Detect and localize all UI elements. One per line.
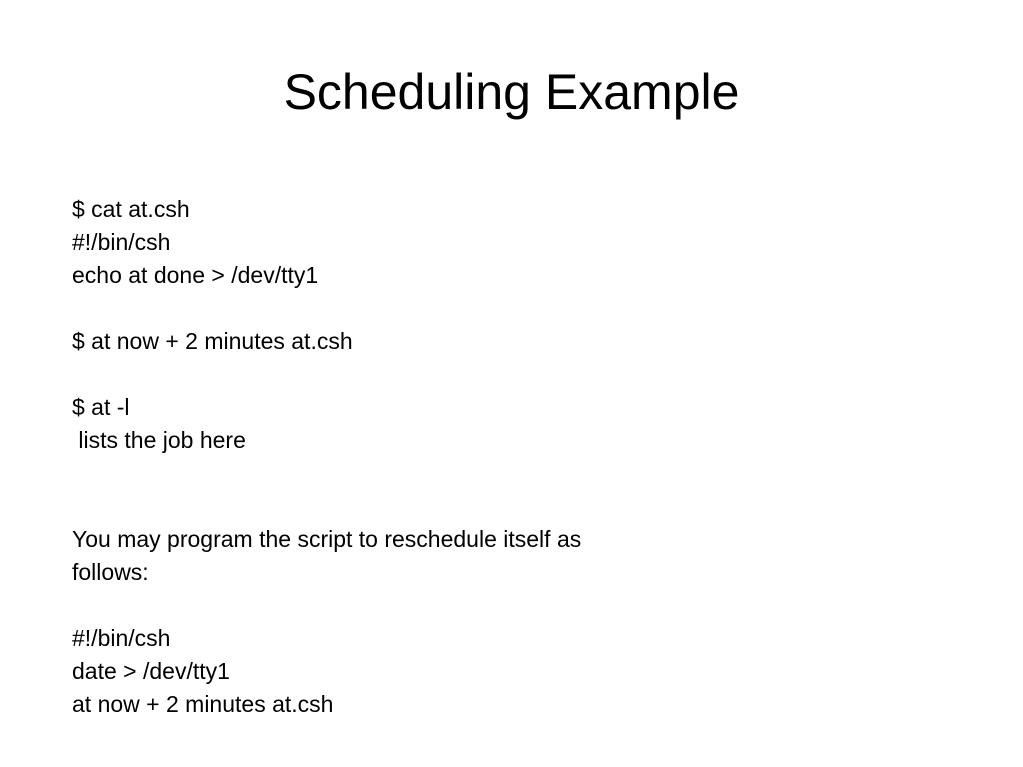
- body-line: date > /dev/tty1: [72, 658, 230, 684]
- body-line: $ at now + 2 minutes at.csh: [72, 328, 353, 354]
- blank-line: [72, 589, 772, 622]
- body-line: follows:: [72, 559, 149, 585]
- body-line: #!/bin/csh: [72, 229, 171, 255]
- body-line: #!/bin/csh: [72, 625, 171, 651]
- blank-line: [72, 292, 772, 325]
- blank-line: [72, 358, 772, 391]
- slide-title: Scheduling Example: [283, 64, 740, 120]
- body-line: $ cat at.csh: [72, 196, 190, 222]
- body-line: echo at done > /dev/tty1: [72, 262, 319, 288]
- body-line: at now + 2 minutes at.csh: [72, 691, 334, 717]
- slide-body: [72, 193, 772, 721]
- body-line: lists the job here: [72, 427, 246, 453]
- body-line: You may program the script to reschedule itself as: [72, 526, 582, 552]
- body-line: $ at -l: [72, 394, 130, 420]
- blank-line: [72, 457, 772, 490]
- blank-line: [72, 490, 772, 523]
